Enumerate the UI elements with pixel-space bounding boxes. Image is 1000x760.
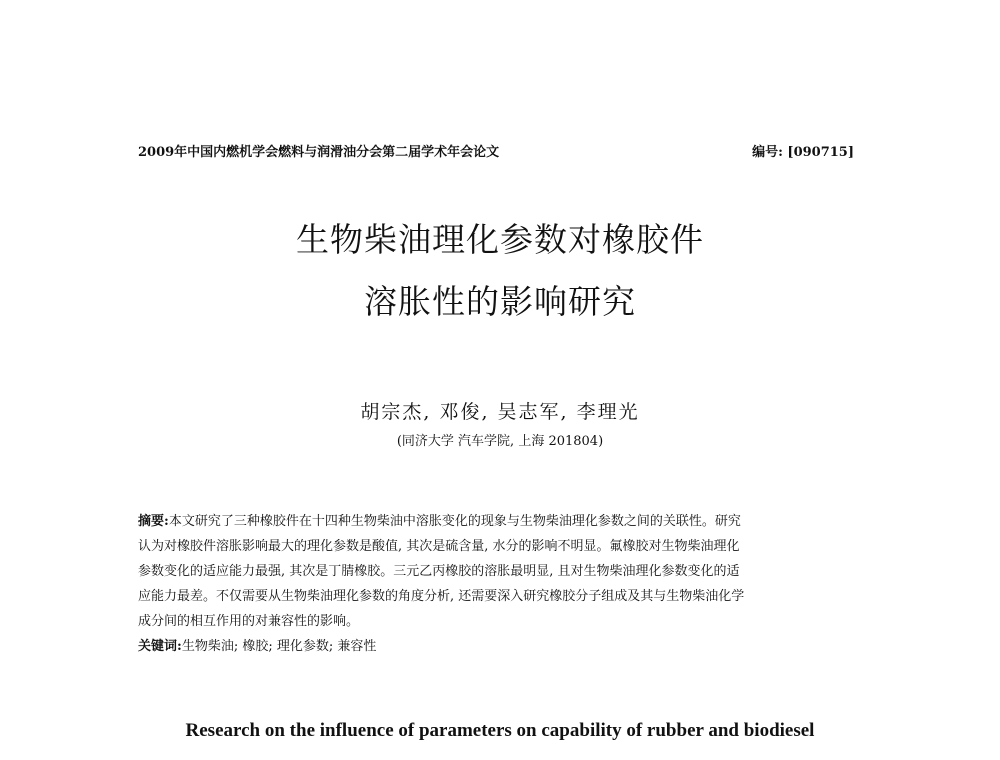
keywords-line (138, 638, 854, 656)
abstract-line-1 (138, 513, 854, 531)
affiliation: (同济大学 汽车学院, 上海 201804) (396, 434, 604, 449)
author-list: 胡宗杰, 邓俊, 吴志军, 李理光 (360, 401, 640, 423)
conference-name: 2009年中国内燃机学会燃料与润滑油分会第二届学术年会论文 (138, 145, 500, 160)
abstract-text: 本文研究了三种橡胶件在十四种生物柴油中溶胀变化的现象与生物柴油理化参数之间的关联性。研究 (168, 514, 741, 529)
paper-number: 编号: [090715] (752, 145, 854, 160)
english-title: Research on the influence of parameters on capability of rubber and biodiesel (185, 720, 815, 741)
paper-title-line-2: 溶胀性的影响研究 (364, 282, 636, 321)
abstract-line-5: 成分间的相互作用的对兼容性的影响。 (138, 614, 360, 629)
abstract-line-4: 应能力最差。不仅需要从生物柴油理化参数的角度分析, 还需要深入研究橡胶分子组成及其与生物柴油化学 (138, 589, 745, 604)
abstract-line-3: 参数变化的适应能力最强, 其次是丁腈橡胶。三元乙丙橡胶的溶胀最明显, 且对生物柴油理化参数变化的适 (138, 564, 740, 579)
keywords-label: 关键词: (138, 639, 182, 654)
page-header (138, 143, 854, 163)
abstract-label: 摘要: (138, 514, 169, 529)
keywords-text: 生物柴油; 橡胶; 理化参数; 兼容性 (181, 639, 377, 654)
paper-title-line-1: 生物柴油理化参数对橡胶件 (296, 220, 704, 259)
abstract-line-2: 认为对橡胶件溶胀影响最大的理化参数是酸值, 其次是硫含量, 水分的影响不明显。氟橡胶对生物柴油理化 (138, 539, 740, 554)
